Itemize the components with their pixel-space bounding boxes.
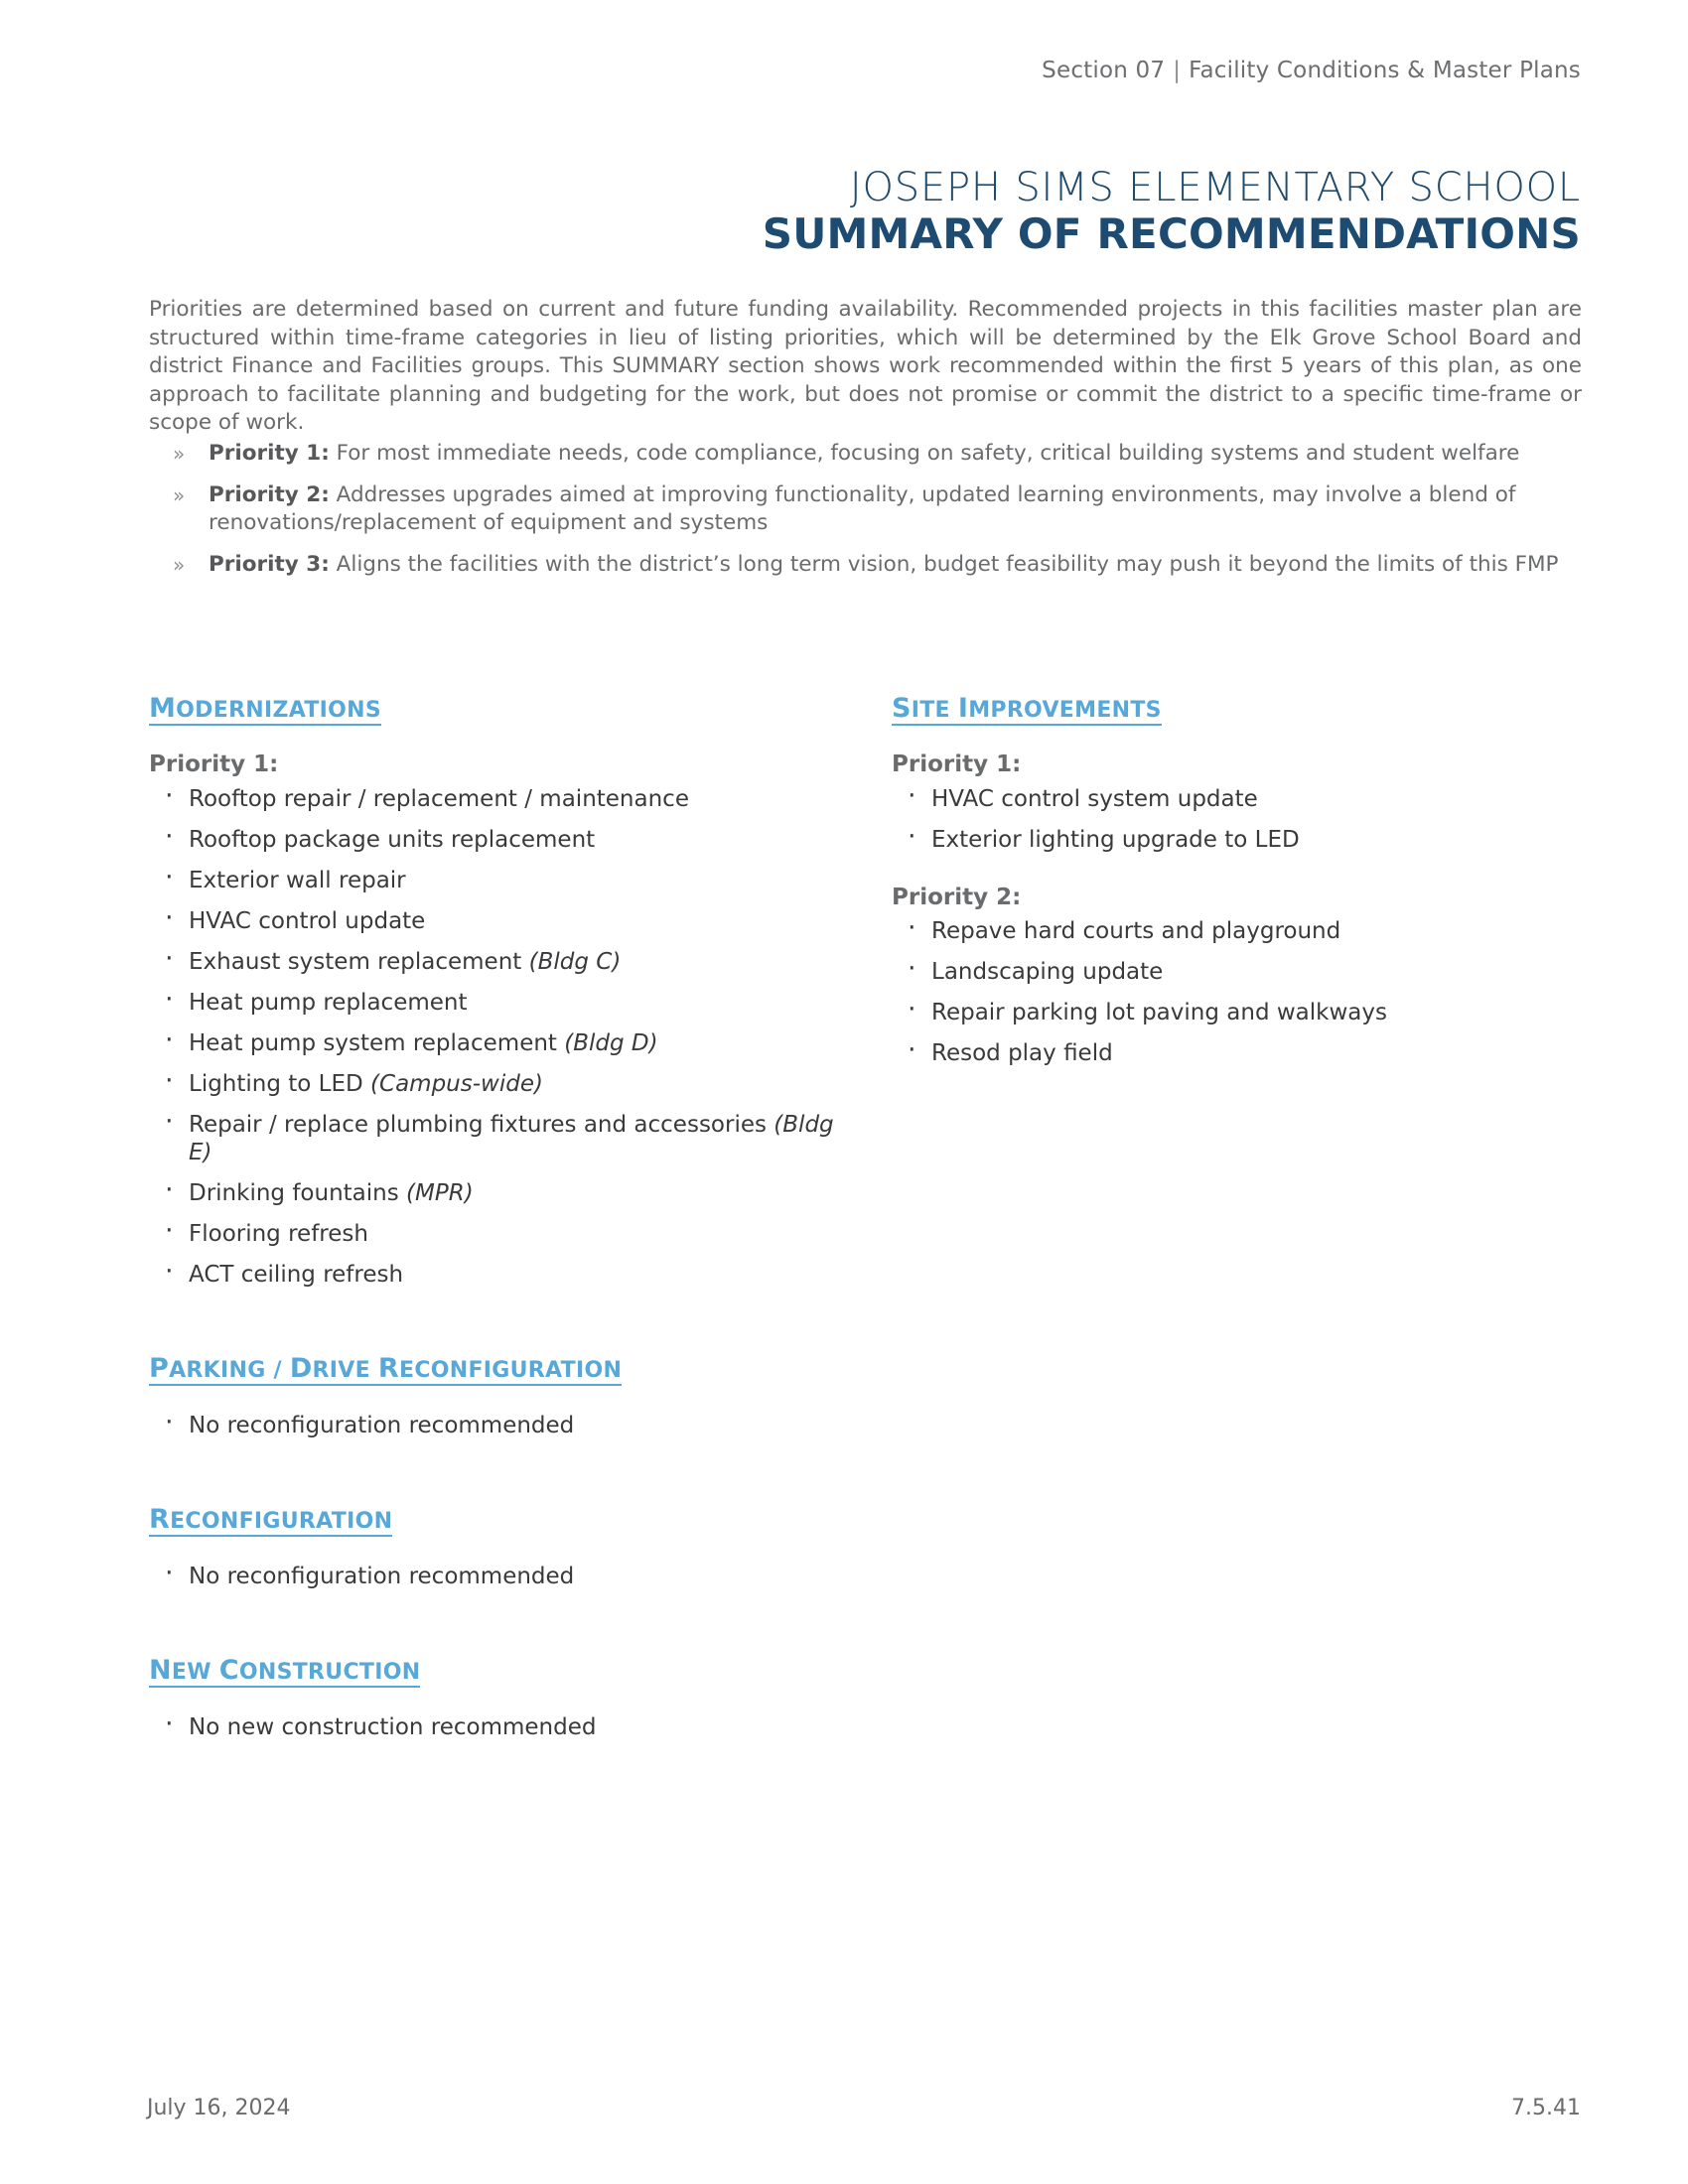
list-item <box>149 948 844 976</box>
school-name: JOSEPH SIMS ELEMENTARY SCHOOL <box>849 165 1581 210</box>
heading-cap: N <box>149 1655 172 1687</box>
page-title: SUMMARY OF RECOMMENDATIONS <box>762 209 1581 258</box>
intro-paragraph: Priorities are determined based on current and future funding availability. Recommended projects in this facilities master plan are structured within time-frame categories in lieu of listing priorities, which will be determined by the Elk Grove School Board and district Finance and Facilities groups. This SUMMARY section shows work recommended within the first 5 years of this plan, as one approach to facilitate planning and budgeting for the work, but does not promise or commit the district to a specific time-frame or scope of work. <box>149 297 1582 436</box>
item-text: Heat pump replacement <box>189 989 468 1016</box>
list-item <box>149 907 844 935</box>
guillemet-icon: » <box>173 442 186 466</box>
header-separator: | <box>1173 58 1182 83</box>
list-item <box>149 1111 844 1166</box>
item-text: Repair parking lot paving and walkways <box>931 1000 1387 1026</box>
section-heading-parking-drive-reconfiguration <box>149 1355 622 1386</box>
list-item <box>892 1039 1587 1067</box>
section-new-construction <box>149 1657 844 1741</box>
heading-smallcaps: ECONFIGURATION <box>398 1358 623 1384</box>
recommendation-list <box>892 785 1587 854</box>
section-heading-reconfiguration <box>149 1506 392 1537</box>
item-text: No reconfiguration recommended <box>189 1413 575 1439</box>
heading-cap: P <box>149 1353 170 1385</box>
priority-group-label: Priority 1: <box>892 751 1022 777</box>
guillemet-icon: » <box>173 482 186 507</box>
list-item <box>149 989 844 1017</box>
item-text: Exterior wall repair <box>189 867 406 893</box>
recommendation-list <box>149 1563 844 1590</box>
priority-group-label: Priority 2: <box>892 884 1022 910</box>
header-section-title: Facility Conditions & Master Plans <box>1189 58 1581 83</box>
section-heading-site-improvements <box>892 695 1162 726</box>
heading-cap: R <box>377 1353 399 1385</box>
heading-smallcaps: ARKING / <box>169 1358 290 1384</box>
priority-definition-label: Priority 3: <box>209 551 330 577</box>
section-reconfiguration <box>149 1506 844 1590</box>
priority-definition-label: Priority 2: <box>209 481 330 507</box>
item-text: Drinking fountains <box>189 1180 407 1207</box>
header-section-number: Section 07 <box>1042 58 1166 83</box>
list-item <box>149 1412 844 1439</box>
list-item <box>149 785 844 813</box>
list-item <box>892 785 1587 813</box>
list-item <box>149 1029 844 1057</box>
item-text: HVAC control update <box>189 907 426 934</box>
section-spacer <box>149 1452 844 1506</box>
list-item <box>149 826 844 854</box>
list-item <box>149 1713 844 1741</box>
priority-definition <box>149 440 1584 469</box>
right-column <box>892 695 1587 1080</box>
item-text: HVAC control system update <box>931 785 1258 812</box>
priority-definition <box>149 551 1584 580</box>
heading-smallcaps: ITE <box>911 698 958 723</box>
list-item <box>892 826 1587 854</box>
heading-smallcaps: MPROVEMENTS <box>968 698 1162 723</box>
section-heading-modernizations <box>149 695 381 726</box>
list-item <box>892 917 1587 945</box>
priority-definition <box>149 481 1584 538</box>
item-text: Rooftop package units replacement <box>189 826 596 853</box>
section-parking-drive-reconfiguration <box>149 1355 844 1439</box>
priority-definition-text: Addresses upgrades aimed at improving functionality, updated learning environments, may involve a blend of renovations/replacement of equipment and systems <box>209 481 1516 536</box>
item-text: Exterior lighting upgrade to LED <box>931 826 1300 853</box>
heading-smallcaps: RIVE <box>312 1358 378 1384</box>
list-item <box>149 1220 844 1248</box>
recommendation-list <box>892 917 1587 1067</box>
item-note: (Bldg E) <box>189 1111 834 1166</box>
section-modernizations <box>149 695 844 1289</box>
list-item <box>149 867 844 894</box>
left-column <box>149 695 844 1754</box>
section-spacer <box>149 1603 844 1657</box>
group-spacer <box>892 867 1587 885</box>
item-note: (Bldg C) <box>528 948 622 975</box>
priority-definition-text: For most immediate needs, code compliance, focusing on safety, critical building systems and student welfare <box>329 441 1520 466</box>
item-text: Heat pump system replacement <box>189 1029 565 1056</box>
item-note: (Bldg D) <box>564 1029 658 1056</box>
item-text: Exhaust system replacement <box>189 948 529 975</box>
footer-page-number: 7.5.41 <box>1511 2096 1581 2120</box>
item-text: Repave hard courts and playground <box>931 918 1341 945</box>
heading-cap: C <box>218 1655 239 1687</box>
heading-cap: D <box>289 1353 313 1385</box>
heading-smallcaps: ECONFIGURATION <box>170 1509 393 1535</box>
recommendation-list <box>149 1713 844 1741</box>
priority-group-label: Priority 1: <box>149 751 279 777</box>
item-text: ACT ceiling refresh <box>189 1262 404 1289</box>
list-item <box>892 999 1587 1026</box>
item-text: No new construction recommended <box>189 1714 597 1741</box>
item-note: (Campus-wide) <box>370 1070 543 1097</box>
item-text: Flooring refresh <box>189 1221 368 1248</box>
priority-definition-text: Aligns the facilities with the district’s long term vision, budget feasibility may push it beyond the limits of this FMP <box>329 551 1559 577</box>
guillemet-icon: » <box>173 552 186 577</box>
recommendation-list <box>149 785 844 1290</box>
recommendation-list <box>149 1412 844 1439</box>
footer-date: July 16, 2024 <box>147 2096 291 2120</box>
heading-cap: S <box>892 693 912 724</box>
priority-definitions-list <box>149 440 1584 592</box>
heading-cap: R <box>149 1504 171 1536</box>
item-text: No reconfiguration recommended <box>189 1564 575 1590</box>
item-text: Resod play field <box>931 1040 1113 1067</box>
item-text: Lighting to LED <box>189 1070 371 1097</box>
priority-definition-label: Priority 1: <box>209 441 330 466</box>
item-text: Rooftop repair / replacement / maintenance <box>189 785 689 812</box>
section-site-improvements <box>892 695 1587 1067</box>
running-header <box>1042 58 1581 83</box>
item-text: Repair / replace plumbing fixtures and accessories <box>189 1111 774 1138</box>
list-item <box>149 1261 844 1289</box>
heading-smallcaps: EW <box>171 1660 219 1686</box>
list-item <box>149 1563 844 1590</box>
list-item <box>149 1179 844 1207</box>
title-block <box>149 167 1581 257</box>
heading-smallcaps: ODERNIZATIONS <box>176 698 382 723</box>
item-note: (MPR) <box>406 1180 474 1207</box>
list-item <box>892 958 1587 986</box>
list-item <box>149 1070 844 1098</box>
section-spacer <box>149 1301 844 1355</box>
heading-cap: I <box>957 693 969 724</box>
item-text: Landscaping update <box>931 959 1164 986</box>
section-heading-new-construction <box>149 1657 420 1688</box>
heading-cap: M <box>149 693 177 724</box>
heading-smallcaps: ONSTRUCTION <box>238 1660 421 1686</box>
